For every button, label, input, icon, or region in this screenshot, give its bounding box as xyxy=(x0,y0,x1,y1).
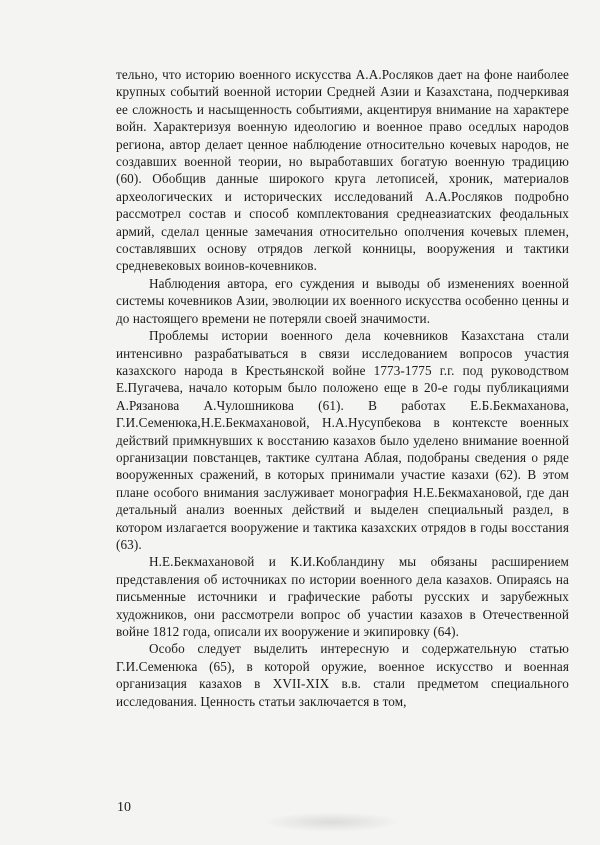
body-text xyxy=(116,66,569,710)
paragraph-5: Особо следует выделить интересную и содержательную статью Г.И.Семенюка (65), в которой оружие, военное искусство и военная организация казахов в XVII-XIX в.в. стали предметом специального исследования. Ценность статьи заключается в том, xyxy=(116,641,569,709)
page-number: 10 xyxy=(117,800,131,815)
paragraph-1: тельно, что историю военного искусства А.А.Росляков дает на фоне наиболее крупных событий военной истории Средней Азии и Казахстана, подчеркивая ее сложность и насыщенность событиями, акцентируя внимание на характере войн. Характеризуя военную идеологию и военное право оседлых народов региона, автор делает ценное наблюдение относительно кочевых народов, не создавших военной теории, но выработавших богатую военную традицию (60). Обобщив данные широкого круга летописей, хроник, материалов археологических и исторических исследований А.А.Росляков подробно рассмотрел состав и способ комплектования среднеазиатских феодальных армий, сделал ценные замечания относительно ополчения кочевых племен, составлявших основу отрядов легкой конницы, вооружения и тактики средневековых воинов-кочевников. xyxy=(116,67,569,274)
paragraph-2: Наблюдения автора, его суждения и выводы об изменениях военной системы кочевников Азии, эволюции их военного искусства особенно ценны и до настоящего времени не потеряли своей значимости. xyxy=(116,275,569,326)
paragraph-4: Н.Е.Бекмахановой и К.И.Кобландину мы обязаны расширением представления об источниках по истории военного дела казахов. Опираясь на письменные источники и графические работы русских и зарубежных художников, они рассмотрели вопрос об участии казахов в Отечественной войне 1812 года, описали их вооружение и экипировку (64). xyxy=(116,554,569,639)
paragraph-3: Проблемы истории военного дела кочевников Казахстана стали интенсивно разрабатываться в связи исследованием вопросов участия казахского народа в Крестьянской войне 1773-1775 г.г. под руководством Е.Пугачева, начало которым было положено еще в 20-е годы публикациями А.Рязанова А.Чулошникова (61). В работах Е.Б.Бекмаханова, Г.И.Семенюка,Н.Е.Бекмахановой, Н.А.Нусупбекова в контексте военных действий примкнувших к восстанию казахов было уделено внимание военной организации повстанцев, тактике султана Аблая, подобраны сведения о ряде вооруженных сражений, в которых принимали участие казахи (62). В этом плане особого внимания заслуживает монография Н.Е.Бекмахановой, где дан детальный анализ военных действий и выделен специальный раздел, в котором излагается вооружение и тактика казахских отрядов в годы восстания (63). xyxy=(116,328,569,552)
scan-smudge xyxy=(262,812,402,832)
